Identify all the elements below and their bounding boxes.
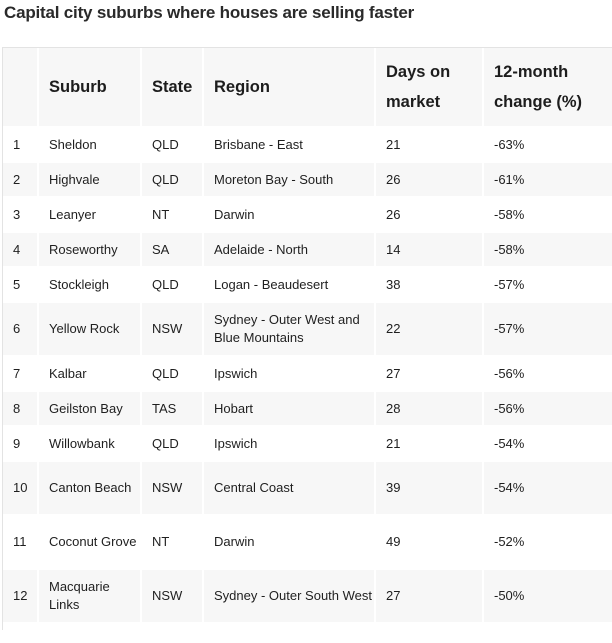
header-days-on-market: Days on market xyxy=(375,48,483,127)
cell-change: -61% xyxy=(483,162,612,197)
cell-region: Darwin xyxy=(203,515,375,569)
cell-days: 21 xyxy=(375,426,483,461)
table-row xyxy=(3,426,612,461)
header-region: Region xyxy=(203,48,375,127)
header-rank xyxy=(3,48,38,127)
cell-state: QLD xyxy=(141,162,203,197)
cell-days: 39 xyxy=(375,461,483,515)
cell-suburb: Highvale xyxy=(38,162,141,197)
cell-change: -56% xyxy=(483,356,612,391)
cell-days: 21 xyxy=(375,127,483,162)
cell-suburb: Macquarie Links xyxy=(38,569,141,623)
suburbs-table xyxy=(3,48,612,624)
cell-region: Central Coast xyxy=(203,461,375,515)
table-row xyxy=(3,391,612,426)
cell-suburb: Coconut Grove xyxy=(38,515,141,569)
cell-days: 26 xyxy=(375,162,483,197)
cell-suburb: Sheldon xyxy=(38,127,141,162)
cell-region: Moreton Bay - South xyxy=(203,162,375,197)
cell-state: NSW xyxy=(141,302,203,356)
cell-state: NT xyxy=(141,515,203,569)
cell-rank: 3 xyxy=(3,197,38,232)
cell-change: -54% xyxy=(483,461,612,515)
cell-state: QLD xyxy=(141,426,203,461)
cell-region: Hobart xyxy=(203,391,375,426)
header-state: State xyxy=(141,48,203,127)
header-suburb: Suburb xyxy=(38,48,141,127)
cell-days: 27 xyxy=(375,569,483,623)
cell-state: NSW xyxy=(141,461,203,515)
cell-state: NSW xyxy=(141,569,203,623)
cell-suburb: Roseworthy xyxy=(38,232,141,267)
cell-change: -56% xyxy=(483,391,612,426)
cell-change: -54% xyxy=(483,426,612,461)
table-row xyxy=(3,461,612,515)
cell-change: -57% xyxy=(483,302,612,356)
cell-suburb: Stockleigh xyxy=(38,267,141,302)
table-row xyxy=(3,162,612,197)
table-row xyxy=(3,197,612,232)
cell-region: Darwin xyxy=(203,197,375,232)
cell-rank: 4 xyxy=(3,232,38,267)
cell-state: SA xyxy=(141,232,203,267)
cell-rank: 6 xyxy=(3,302,38,356)
cell-days: 14 xyxy=(375,232,483,267)
cell-region: Ipswich xyxy=(203,356,375,391)
cell-suburb: Leanyer xyxy=(38,197,141,232)
cell-change: -50% xyxy=(483,569,612,623)
table-header-row xyxy=(3,48,612,127)
cell-rank: 7 xyxy=(3,356,38,391)
cell-region: Sydney - Outer South West xyxy=(203,569,375,623)
cell-suburb: Kalbar xyxy=(38,356,141,391)
cell-rank: 1 xyxy=(3,127,38,162)
table-row xyxy=(3,356,612,391)
cell-days: 38 xyxy=(375,267,483,302)
cell-days: 49 xyxy=(375,515,483,569)
table-row xyxy=(3,127,612,162)
header-12-month-change: 12-month change (%) xyxy=(483,48,612,127)
cell-rank: 12 xyxy=(3,569,38,623)
cell-region: Sydney - Outer West and Blue Mountains xyxy=(203,302,375,356)
cell-suburb: Geilston Bay xyxy=(38,391,141,426)
cell-suburb: Yellow Rock xyxy=(38,302,141,356)
cell-days: 27 xyxy=(375,356,483,391)
cell-region: Logan - Beaudesert xyxy=(203,267,375,302)
table-row xyxy=(3,569,612,623)
cell-suburb: Canton Beach xyxy=(38,461,141,515)
cell-change: -57% xyxy=(483,267,612,302)
cell-suburb: Willowbank xyxy=(38,426,141,461)
cell-rank: 8 xyxy=(3,391,38,426)
cell-change: -58% xyxy=(483,197,612,232)
cell-change: -58% xyxy=(483,232,612,267)
cell-change: -63% xyxy=(483,127,612,162)
cell-state: TAS xyxy=(141,391,203,426)
cell-region: Adelaide - North xyxy=(203,232,375,267)
cell-region: Brisbane - East xyxy=(203,127,375,162)
cell-rank: 5 xyxy=(3,267,38,302)
suburbs-table-container xyxy=(2,47,612,630)
cell-state: QLD xyxy=(141,267,203,302)
table-row xyxy=(3,267,612,302)
cell-state: QLD xyxy=(141,127,203,162)
page-title: Capital city suburbs where houses are selling faster xyxy=(4,3,415,22)
table-row xyxy=(3,302,612,356)
cell-rank: 9 xyxy=(3,426,38,461)
cell-days: 28 xyxy=(375,391,483,426)
cell-rank: 11 xyxy=(3,515,38,569)
cell-rank: 2 xyxy=(3,162,38,197)
cell-state: NT xyxy=(141,197,203,232)
cell-region: Ipswich xyxy=(203,426,375,461)
cell-state: QLD xyxy=(141,356,203,391)
cell-change: -52% xyxy=(483,515,612,569)
cell-rank: 10 xyxy=(3,461,38,515)
cell-days: 26 xyxy=(375,197,483,232)
table-row xyxy=(3,232,612,267)
cell-days: 22 xyxy=(375,302,483,356)
table-row xyxy=(3,515,612,569)
